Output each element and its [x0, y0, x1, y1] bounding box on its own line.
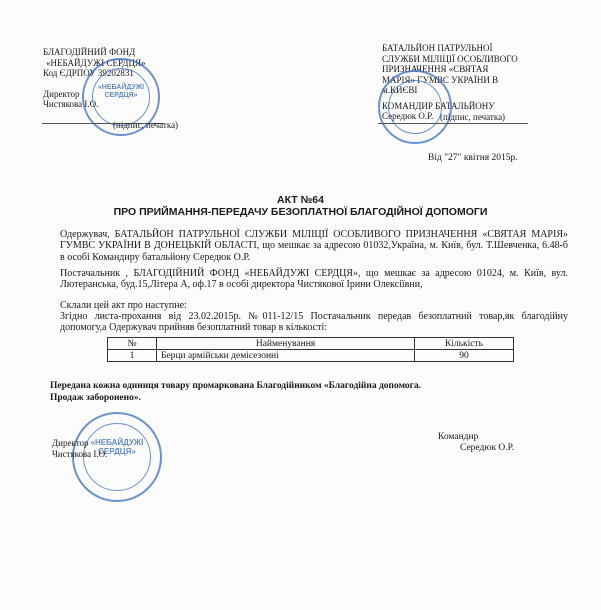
row-quantity: 90: [415, 350, 514, 362]
recipient-signature-line: [378, 123, 528, 124]
donor-name: Чистякова І.О.: [43, 99, 99, 109]
table-header-row: [108, 338, 514, 350]
marking-note-line1: Передана кожна одиниця товару промаркована Благодійником «Благодійна допомога.: [50, 381, 422, 391]
footer-stamp-text: «НЕБАЙДУЖІ СЕРДЦЯ»: [90, 438, 144, 456]
recipient-sign-caption: (підпис, печатка): [440, 112, 506, 122]
donor-code: Код ЄДРПОУ 39202831: [43, 68, 134, 78]
col-name: Найменування: [157, 338, 415, 350]
supplier-paragraph: Постачальник , БЛАГОДІЙНИЙ ФОНД «НЕБАЙДУЖІ СЕРДЦЯ», що мешкає за адресою 01024, м. Київ, вул. Лютеранська, буд.15,Літера А, оф.17 в особі директора Чистякової Ірини Олексіївни,: [60, 268, 568, 291]
goods-table: [107, 337, 514, 362]
recipient-role: КОМАНДИР БАТАЛЬЙОНУ: [382, 100, 495, 111]
footer-donor-name: Чистякова І.О.: [52, 448, 108, 459]
marking-note: [50, 380, 560, 404]
row-number: 1: [108, 350, 157, 362]
footer-recipient-name: Середюк О.Р.: [460, 443, 515, 453]
donor-role: Директор: [43, 88, 80, 99]
donor-stamp-text: «НЕБАЙДУЖІ СЕРДЦЯ»: [97, 84, 145, 99]
recipient-stamp: [378, 70, 452, 144]
col-quantity: Кількість: [415, 338, 514, 350]
act-subtitle: ПРО ПРИЙМАННЯ-ПЕРЕДАЧУ БЕЗОПЛАТНОЇ БЛАГОДІЙНОЇ ДОПОМОГИ: [113, 206, 488, 218]
recipient-org-line4: МАРІЯ» ГУМВС УКРАЇНИ В: [382, 74, 499, 85]
footer-recipient-role: Командир: [438, 432, 479, 442]
recipient-org-line3: ПРИЗНАЧЕННЯ «СВЯТАЯ: [382, 64, 489, 74]
recipient-name: Середюк О.Р.: [382, 111, 434, 121]
footer-recipient-block: [438, 432, 514, 454]
recipient-org-line2: СЛУЖБИ МІЛІЦІЇ ОСОБЛИВОГО: [382, 53, 518, 64]
marking-note-line2: Продаж заборонено».: [50, 393, 141, 403]
recipient-paragraph: Одержувач, БАТАЛЬЙОН ПАТРУЛЬНОЇ СЛУЖБИ МІЛІЦІЇ ОСОБЛИВОГО ПРИЗНАЧЕННЯ «СВЯТАЯ МАРІЯ» ГУМВС УКРАЇНИ В ДОНЕЦЬКІЙ ОБЛАСТІ, що мешкає за адресою 01032,Україна, м. Київ, бул. Т.Шевченка, 6.48-б в особі Командиру батальйону Середюк О.Р.: [60, 229, 568, 263]
donor-sign-caption: (підпис, печатка): [113, 120, 179, 130]
donor-org-line2: «НЕБАЙДУЖІ СЕРДЦЯ»: [46, 57, 146, 68]
document-date: Від "27" квітня 2015р.: [428, 153, 518, 163]
footer-donor-block: [52, 438, 107, 459]
statement-paragraph: Згідно листа-прохання від 23.02.2015р. №011-12/15 Постачальник передав безоплатний товар,як благодійну допомогу,а Одержувач прийняв безоплатний товар в кількості:: [60, 311, 568, 334]
intro-line: Склали цей акт про наступне:: [60, 300, 187, 311]
col-number: №: [108, 338, 157, 350]
act-title: АКТ №64: [277, 194, 324, 206]
footer-donor-role: Директор: [52, 438, 89, 448]
table-row: [108, 350, 514, 362]
donor-org-line1: БЛАГОДІЙНИЙ ФОНД: [43, 47, 136, 57]
recipient-org-line1: БАТАЛЬЙОН ПАТРУЛЬНОЇ: [382, 43, 493, 53]
row-name: Берци армійськи демісезонні: [157, 350, 415, 362]
recipient-org-line5: м.КИЄВІ: [382, 85, 418, 95]
